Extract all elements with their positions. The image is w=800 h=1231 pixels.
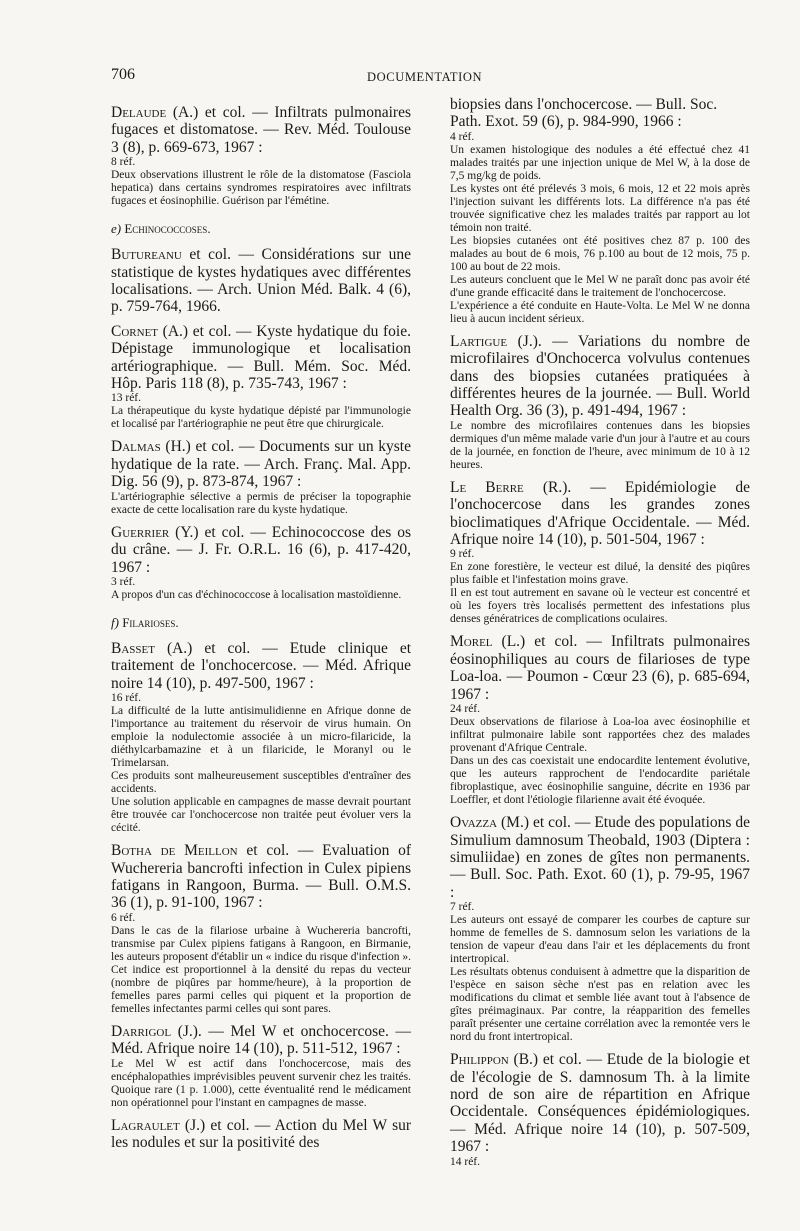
bibliography-entry <box>111 842 411 1016</box>
bibliography-entry <box>450 333 750 472</box>
entry-author: Le Berre (R.). <box>450 478 572 496</box>
reference-count: 3 réf. <box>111 575 136 588</box>
entry-abstract: La thérapeutique du kyste hydatique dépisté par l'immunologie et localisé par l'artériographie ne peut être que chirurgicale. <box>111 405 411 431</box>
entry-reference <box>111 524 411 576</box>
entry-citation: et col. — Etude de la biologie et de l'écologie de S. damnosum Th. à la limite nord de son aire de répartition en Afrique Occidentale. Conséquences épidémiologiques. — Méd. Afrique noire 14 (10), p. 507-509, 1967 : <box>450 1051 750 1156</box>
entry-citation: — Mel W et onchocercose. — Méd. Afrique noire 14 (10), p. 511-512, 1967 : <box>111 1022 411 1058</box>
reference-count: 13 réf. <box>111 392 142 405</box>
entry-abstract: Une solution applicable en campagnes de masse devrait pourtant être trouvée car l'onchocercose non traitée peut évoluer vers la cécité. <box>111 796 411 835</box>
entry-citation: et col. — Etude clinique et traitement de l'onchocercose. — Méd. Afrique noire 14 (10), p. 497-500, 1967 : <box>111 639 412 692</box>
left-column <box>111 104 411 1158</box>
entry-abstract: Dans le cas de la filariose urbaine à Wuchereria bancrofti, transmise par Culex pipiens fatigans à Rangoon, en Birmanie, les auteurs proposent d'établir un « indice du risque d'infection ». Cet indice est proportionnel à la densité du repas du vecteur (nombre de piqûres par homme/heure), à la proportion de femelles pares parmi celles qui piquent et la proportion de femelles infectantes parmi celles qui sont pares. <box>111 924 411 1015</box>
entry-reference <box>111 1117 411 1152</box>
entry-abstract: A propos d'un cas d'échinococcose à localisation mastoïdienne. <box>111 588 402 601</box>
entry-author: Basset (A.) <box>111 639 193 657</box>
entry-reference <box>111 438 411 490</box>
bibliography-entry <box>450 1051 750 1168</box>
section-heading <box>111 221 411 237</box>
bibliography-entry <box>450 814 750 1044</box>
entry-abstract: Deux observations de filariose à Loa-loa avec éosinophilie et infiltrat pulmonaire labile sont rapportées chez des malades provenant d'Afrique Centrale. <box>450 716 750 755</box>
entry-citation: et col. — Evaluation of Wuchereria bancrofti infection in Culex pipiens fatigans in Rangoon, Burma. — Bull. O.M.S. 36 (1), p. 91-100, 1967 : <box>111 842 411 912</box>
bibliography-entry <box>111 438 411 516</box>
reference-count: 8 réf. <box>111 156 136 169</box>
entry-abstract: L'artériographie sélective a permis de préciser la topographie exacte de cette localisation rare du kyste hydatique. <box>111 490 411 516</box>
entry-abstract: L'expérience a été conduite en Haute-Volta. Le Mel W ne donna lieu à aucun incident sérieux. <box>450 299 750 325</box>
bibliography-entry <box>111 640 411 835</box>
section-heading <box>111 615 411 631</box>
reference-count: 6 réf. <box>111 911 136 924</box>
entry-abstract: Les kystes ont été prélevés 3 mois, 6 mois, 12 et 22 mois après l'injection suivant les différents lots. La différence n'a pas été trouvée significative chez les malades traités par rapport au lot témoin non traité. <box>450 182 750 234</box>
entry-citation: et col. — Infiltrats pulmonaires éosinophiliques au cours de filarioses de type Loa-loa. — Poumon - Cœur 23 (6), p. 685-694, 1967 : <box>450 633 750 703</box>
entry-author: Cornet (A.) <box>111 322 189 340</box>
entry-author: Lagraulet (J.) <box>111 1116 206 1134</box>
running-head: DOCUMENTATION <box>367 70 483 84</box>
entry-abstract: Les auteurs concluent que le Mel W ne paraît donc pas avoir été d'une grande efficacité dans le traitement de l'onchocercose. <box>450 273 750 299</box>
reference-count: 24 réf. <box>450 703 481 716</box>
entry-abstract: Le nombre des microfilaires contenues dans les biopsies dermiques d'un même malade varie d'un jour à l'autre et au cours de la journée, en fonction de l'heure, avec minimum de 10 à 12 heures. <box>450 419 750 471</box>
bibliography-entry <box>450 633 750 807</box>
entry-reference <box>111 1023 411 1058</box>
section-name: Echinococcoses. <box>124 221 211 237</box>
entry-author: Butureanu <box>111 246 182 264</box>
entry-citation: et col. — Considérations sur une statistique de kystes hydatiques avec différentes localisations. — Arch. Union Méd. Balk. 4 (6), p. 759-764, 1966. <box>111 246 411 316</box>
entry-reference <box>450 333 750 420</box>
entry-reference <box>111 246 411 316</box>
section-name: Filarioses. <box>122 614 179 630</box>
entry-citation: et col. — Kyste hydatique du foie. Dépistage immunologique et localisation artériographique. — Bull. Mém. Soc. Méd. Hôp. Paris 118 (8), p. 735-743, 1967 : <box>111 322 411 393</box>
bibliography-entry <box>111 323 411 432</box>
reference-count: 16 réf. <box>111 692 142 705</box>
entry-abstract: Il en est tout autrement en savane où le vecteur est concentré et où les foyers très localisés permettent des infestations plus denses génératrices de complications oculaires. <box>450 587 750 626</box>
entry-author: Guerrier (Y.) <box>111 523 199 541</box>
section-letter: f) <box>111 614 119 630</box>
entry-abstract: Le Mel W est actif dans l'onchocercose, mais des encéphalopathies imprévisibles peuvent survenir chez les traités. Quoique rare (1 p. 1.000), cette éventualité rend le médicament non opérationnel pour l'instant en campagnes de masse. <box>111 1057 411 1109</box>
bibliography-entry <box>450 479 750 627</box>
entry-reference <box>450 479 750 549</box>
entry-author: Delaude (A.) <box>111 104 199 121</box>
reference-count: 7 réf. <box>450 901 475 914</box>
entry-citation: et col. — Etude des populations de Simulium damnosum Theobald, 1903 (Diptera : simuliidae) en zones de gîtes non permanents. — Bull. Soc. Path. Exot. 60 (1), p. 79-95, 1967 : <box>450 814 750 901</box>
entry-abstract: Un examen histologique des nodules a été effectué chez 41 malades traités par une injection unique de Mel W, à la dose de 7,5 mg/kg de poids. <box>450 143 750 182</box>
entry-abstract: Ces produits sont malheureusement susceptibles d'entraîner des accidents. <box>111 770 411 796</box>
entry-author: Botha de Meillon <box>111 842 238 860</box>
entry-author: Ovazza (M.) <box>450 814 529 832</box>
entry-abstract: Deux observations illustrent le rôle de la distomatose (Fasciola hepatica) dans certains syndromes respiratoires avec infiltrats fugaces et éosinophilie. Guérison par l'émétine. <box>111 169 411 208</box>
entry-abstract: Les auteurs ont essayé de comparer les courbes de capture sur homme de femelles de S. damnosum selon les variations de la tension de vapeur d'eau dans l'air et les déplacements du front intertropical. <box>450 914 750 966</box>
entry-citation: et col. — Documents sur un kyste hydatique de la rate. — Arch. Franç. Mal. App. Dig. 56 (9), p. 873-874, 1967 : <box>111 438 411 491</box>
entry-abstract: En zone forestière, le vecteur est dilué, la densité des piqûres plus faible et l'infestation moins grave. <box>450 561 750 587</box>
entry-reference <box>111 323 411 393</box>
bibliography-entry <box>111 1117 411 1152</box>
entry-abstract: Les résultats obtenus conduisent à admettre que la disparition de l'espèce en saison sèche n'est pas en relation avec les modifications du climat et semble liée avant tout à l'absence de gîtes préimaginaux. Par contre, la réapparition des femelles paraît présenter une certaine corrélation avec la remontée vers le nord du front intertropical. <box>450 966 750 1044</box>
entry-citation: et col. — Echinococcose des os du crâne. — J. Fr. O.R.L. 16 (6), p. 417-420, 1967 : <box>111 523 411 576</box>
right-column <box>450 96 750 1176</box>
entry-author: Morel (L.) <box>450 633 526 651</box>
bibliography-entry <box>111 524 411 602</box>
entry-citation: — Epidémiologie de l'onchocercose dans les grandes zones bioclimatiques d'Afrique Occidentale. — Méd. Afrique noire 14 (10), p. 501-504, 1967 : <box>450 478 750 549</box>
bibliography-entry <box>111 104 411 208</box>
entry-reference <box>450 633 750 703</box>
entry-citation: — Variations du nombre de microfilaires d'Onchocerca volvulus contenues dans des biopsies cutanées pratiquées à différentes heures de la journée. — Bull. World Health Org. 36 (3), p. 491-494, 1967 : <box>450 332 751 420</box>
entry-citation: et col. — Action du Mel W sur les nodules et sur la positivité des <box>111 1116 412 1151</box>
reference-count: 14 réf. <box>450 1155 481 1168</box>
entry-reference <box>111 640 411 692</box>
entry-abstract: Dans un des cas coexistait une endocardite lentement évolutive, que les auteurs rapprochent de l'endocardite pariétale fibroplastique, avec éosinophilie sanguine, décrite en 1936 par Loeffler, et dont l'étiologie filarienne avait été évoquée. <box>450 755 750 807</box>
entry-author: Lartigue (J.). <box>450 332 542 350</box>
entry-abstract: La difficulté de la lutte antisimulidienne en Afrique donne de l'importance au traitement du réservoir de virus humain. On emploie la nodulectomie associée à un micro-filaricide, la diéthylcarbamazine et à un filaricide, le Moranyl ou le Trimelarsan. <box>111 705 411 770</box>
reference-count: 4 réf. <box>450 130 475 143</box>
continued-entry <box>450 96 750 326</box>
bibliography-entry <box>111 246 411 316</box>
entry-author: Philippon (B.) <box>450 1051 539 1069</box>
entry-reference <box>450 814 750 901</box>
entry-citation: et col. — Infiltrats pulmonaires fugaces et distomatose. — Rev. Méd. Toulouse 3 (8), p. 669-673, 1967 : <box>111 104 411 156</box>
entry-author: Dalmas (H.) <box>111 438 191 456</box>
entry-abstract: Les biopsies cutanées ont été positives chez 87 p. 100 des malades au bout de 6 mois, 76 p.100 au bout de 12 mois, 75 p. 100 au bout de 22 mois. <box>450 234 750 273</box>
entry-author: Darrigol (J.). <box>111 1022 202 1040</box>
page-number: 706 <box>111 66 135 83</box>
entry-reference: biopsies dans l'onchocercose. — Bull. Soc. Path. Exot. 59 (6), p. 984-990, 1966 : <box>450 96 718 131</box>
section-letter: e) <box>111 221 122 237</box>
reference-count: 9 réf. <box>450 548 475 561</box>
entry-reference <box>450 1051 750 1155</box>
entry-reference <box>111 104 411 156</box>
bibliography-entry <box>111 1023 411 1110</box>
entry-reference <box>111 842 411 912</box>
